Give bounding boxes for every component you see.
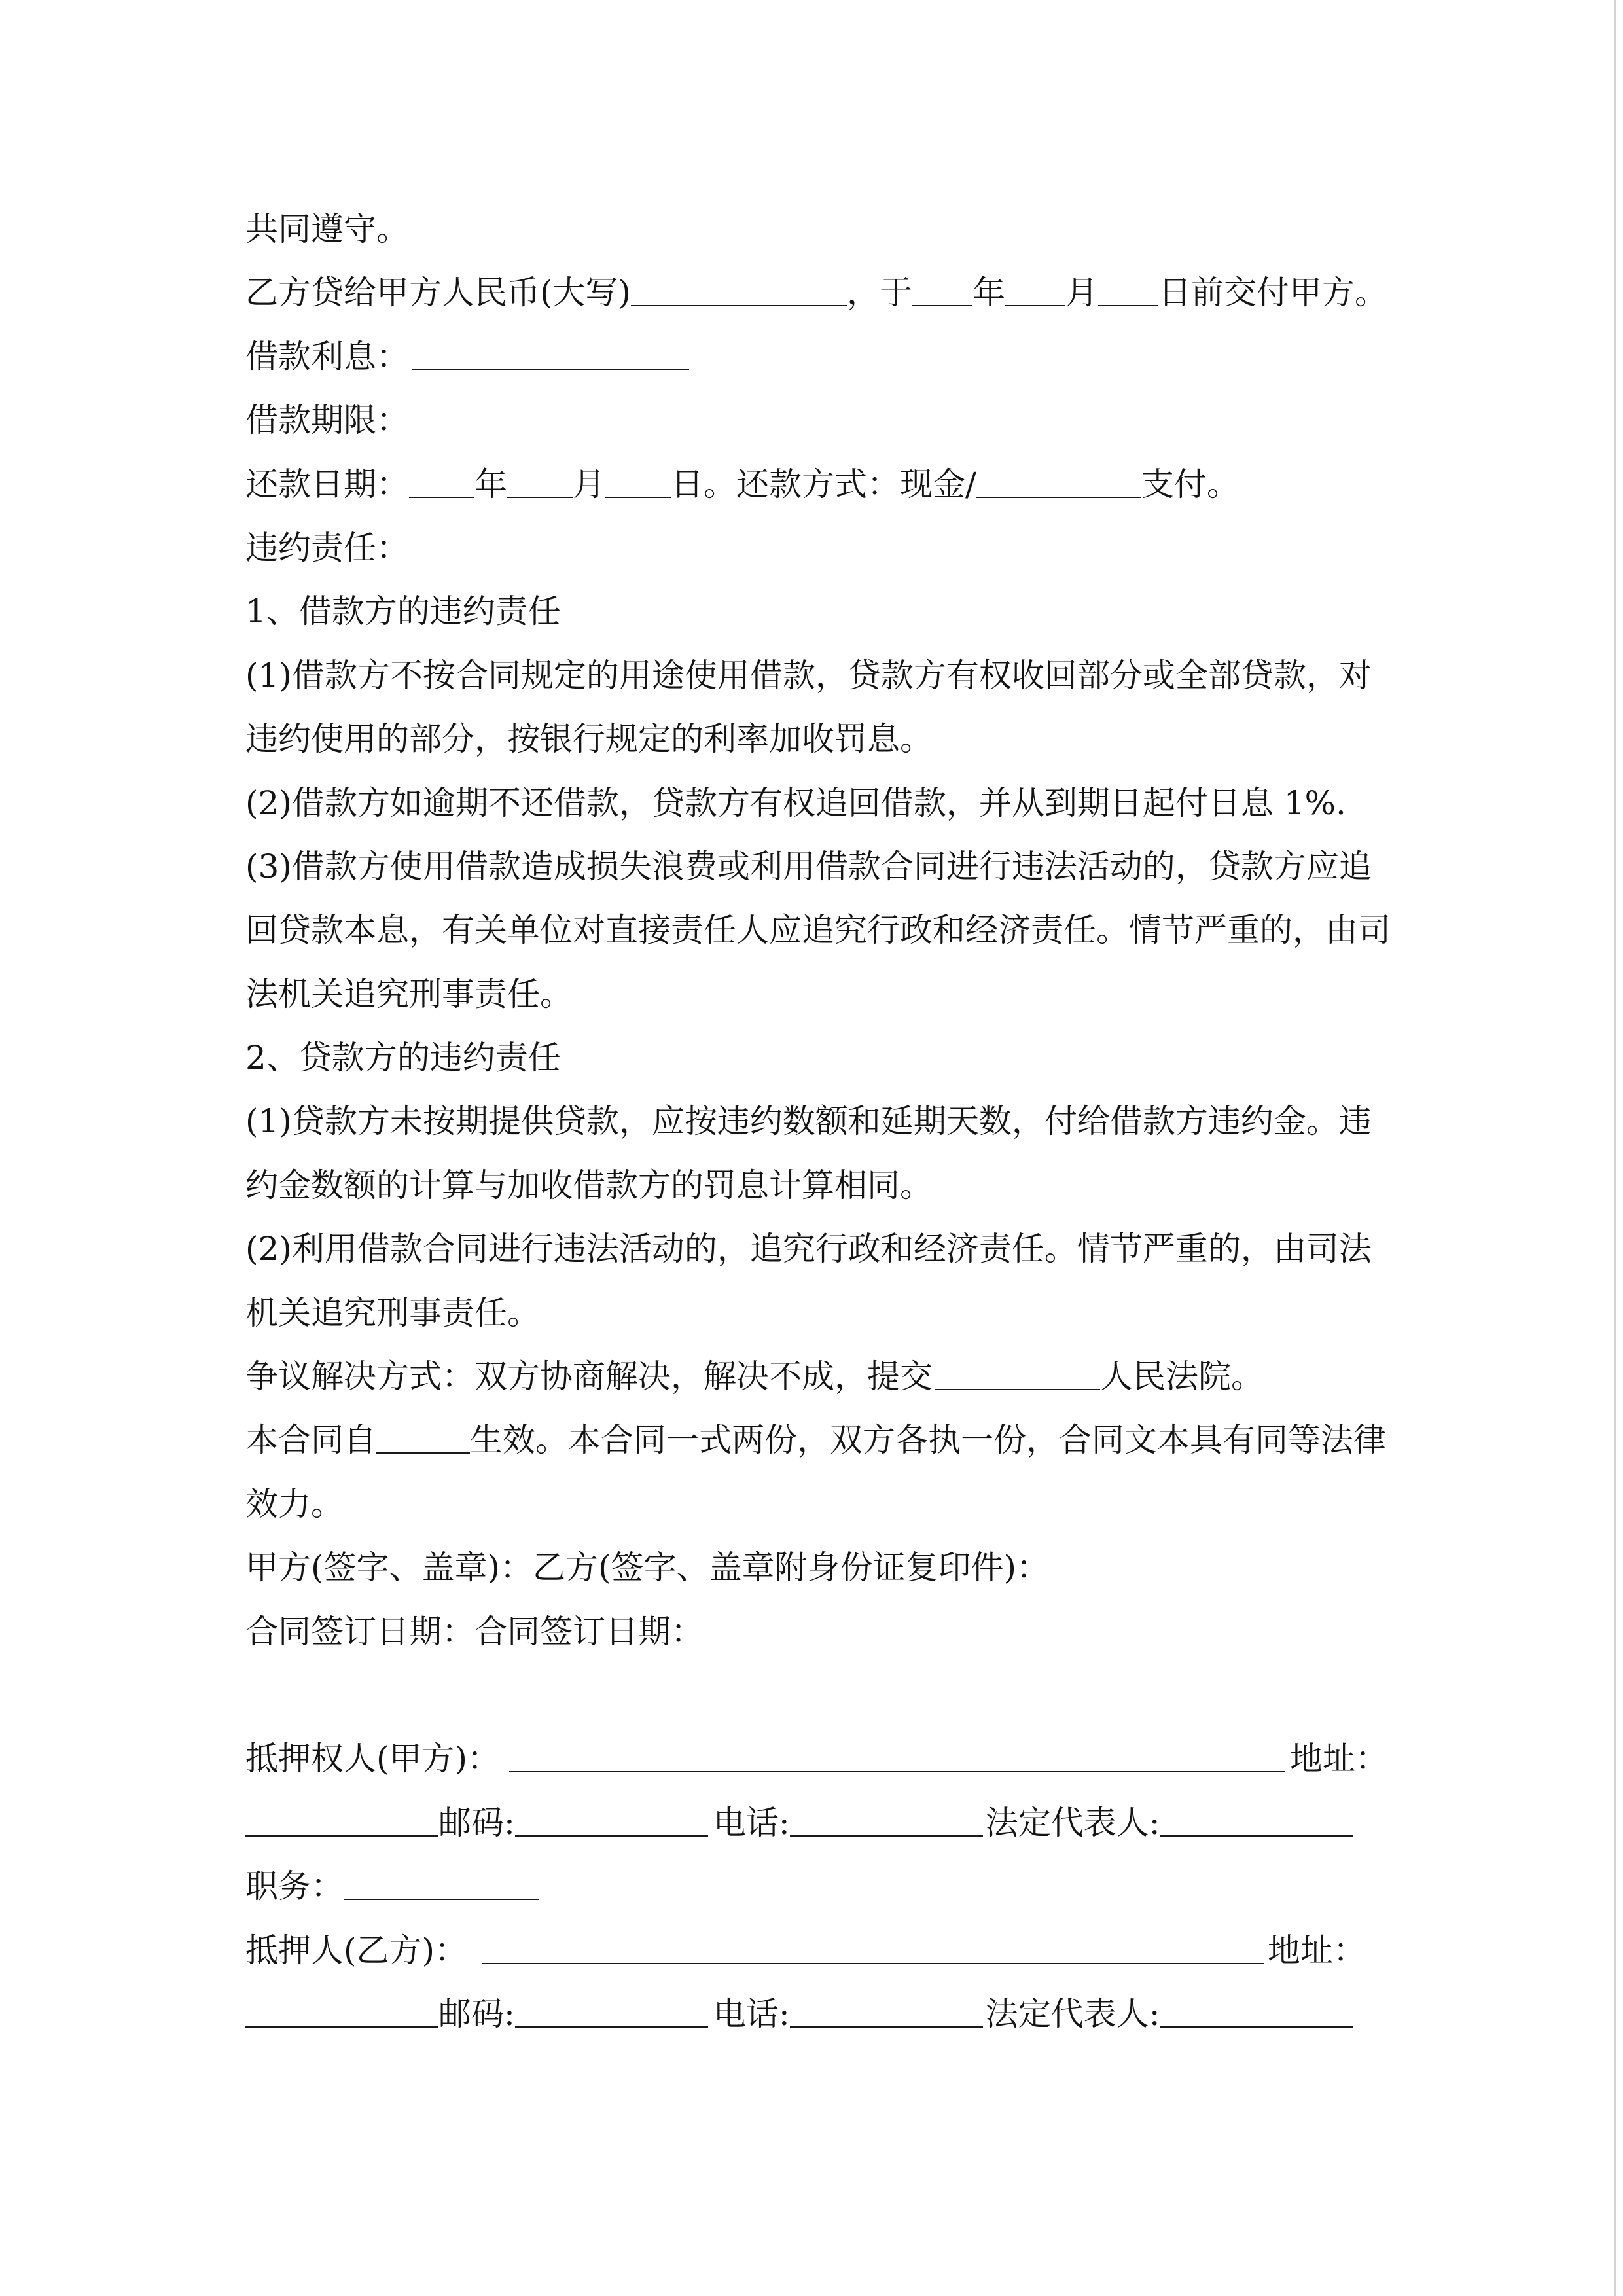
mortgagor-phone-blank — [790, 2000, 983, 2028]
mortgagor-line — [245, 1919, 1463, 1982]
mortgagee-phone-label: 电话: — [713, 1803, 790, 1842]
mortgagee-line — [245, 1727, 1463, 1791]
mortgagor-postcode-label: 邮码: — [438, 1994, 515, 2033]
mortgagee-name-blank — [509, 1745, 1285, 1772]
scan-edge-shadow — [1614, 0, 1616, 2296]
lender-clause-line — [245, 1217, 1463, 1281]
mortgagor-details-line — [245, 1982, 1463, 2046]
interest-line — [245, 325, 1463, 389]
signature-text: 甲方(签字、盖章)：乙方(签字、盖章附身份证复印件)： — [245, 1549, 1050, 1587]
term-label: 借款期限： — [245, 401, 409, 440]
loan-date-prefix: ，于 — [847, 274, 913, 312]
mortgagor-address-label: 地址： — [1268, 1931, 1366, 1969]
loan-year-blank — [912, 279, 972, 306]
loan-amount-label: 乙方贷给甲方人民币(大写) — [245, 274, 632, 312]
repayment-year-label: 年 — [474, 465, 507, 503]
breach-heading — [245, 516, 1463, 580]
mortgagee-position-line — [245, 1855, 1463, 1918]
mortgagee-label: 抵押权人(甲方)： — [245, 1740, 501, 1778]
effect-tail: 生效。本合同一式两份，双方各执一份，合同文本具有同等法律 — [470, 1421, 1386, 1460]
loan-amount-tail: 日前交付甲方。 — [1158, 274, 1388, 312]
mortgagor-phone-label: 电话: — [713, 1994, 790, 2033]
section-gap — [245, 1664, 1463, 1727]
paragraph-text: 违约使用的部分，按银行规定的利率加收罚息。 — [245, 720, 933, 759]
signing-date-text: 合同签订日期：合同签订日期： — [245, 1612, 704, 1651]
repayment-label: 还款日期： — [245, 465, 409, 503]
mortgagor-legal-rep-label: 法定代表人: — [985, 1994, 1160, 2033]
mortgagor-legal-rep-blank — [1160, 2000, 1353, 2028]
document-page — [245, 198, 1463, 2046]
mortgagee-address-blank — [245, 1809, 438, 1837]
mortgagee-address-label: 地址： — [1290, 1740, 1389, 1778]
lender-breach-heading-text: 2、贷款方的违约责任 — [245, 1039, 561, 1077]
effect-continued-text: 效力。 — [245, 1484, 344, 1523]
dispute-tail: 人民法院。 — [1100, 1357, 1264, 1396]
signature-line — [245, 1536, 1463, 1600]
borrower-breach-heading-text: 1、借款方的违约责任 — [245, 592, 561, 631]
mortgagor-address-blank — [245, 2000, 438, 2028]
mortgagee-phone-blank — [790, 1809, 983, 1837]
court-blank — [935, 1363, 1100, 1390]
repayment-method-label: 日。还款方式：现金/ — [671, 465, 976, 503]
effect-line-continued — [245, 1473, 1463, 1536]
paragraph-text: 回贷款本息，有关单位对直接责任人应追究行政和经济责任。情节严重的，由司 — [245, 911, 1391, 950]
paragraph-text: 约金数额的计算与加收借款方的罚息计算相同。 — [245, 1166, 933, 1204]
repayment-month-label: 月 — [573, 465, 605, 503]
repayment-tail: 支付。 — [1141, 465, 1240, 503]
paragraph-text: (2)利用借款合同进行违法活动的，追究行政和经济责任。情节严重的，由司法 — [245, 1230, 1372, 1268]
effect-label: 本合同自 — [245, 1421, 376, 1460]
intro-tail-text: 共同遵守。 — [245, 210, 409, 248]
borrower-clause-line — [245, 644, 1463, 708]
effective-date-blank — [376, 1426, 470, 1454]
mortgagor-label: 抵押人(乙方)： — [245, 1931, 468, 1969]
loan-month-label: 月 — [1065, 274, 1099, 312]
dispute-label: 争议解决方式：双方协商解决，解决不成，提交 — [245, 1357, 933, 1396]
lender-clause-line — [245, 1090, 1463, 1153]
mortgagee-position-blank — [344, 1873, 539, 1900]
mortgagee-position-label: 职务： — [245, 1867, 344, 1906]
lender-clause-line — [245, 1154, 1463, 1217]
borrower-clause-line — [245, 772, 1463, 835]
loan-year-label: 年 — [972, 274, 1006, 312]
loan-month-blank — [1005, 279, 1065, 306]
repayment-year-blank — [409, 471, 474, 498]
mortgagee-legal-rep-blank — [1160, 1809, 1353, 1837]
breach-heading-text: 违约责任： — [245, 528, 409, 567]
signing-date-line — [245, 1600, 1463, 1664]
borrower-clause-line — [245, 835, 1463, 899]
borrower-breach-heading — [245, 580, 1463, 643]
loan-day-blank — [1098, 279, 1158, 306]
borrower-clause-line — [245, 963, 1463, 1026]
repayment-line — [245, 453, 1463, 516]
paragraph-text: (1)借款方不按合同规定的用途使用借款，贷款方有权收回部分或全部贷款，对 — [245, 656, 1372, 694]
paragraph-text: (3)借款方使用借款造成损失浪费或利用借款合同进行违法活动的，贷款方应追 — [245, 847, 1372, 886]
mortgagee-postcode-blank — [515, 1809, 708, 1837]
borrower-clause-line — [245, 899, 1463, 962]
paragraph-text: 法机关追究刑事责任。 — [245, 975, 573, 1013]
mortgagee-postcode-label: 邮码: — [438, 1803, 515, 1842]
repayment-month-blank — [507, 471, 573, 498]
mortgagee-details-line — [245, 1791, 1463, 1855]
interest-blank — [412, 343, 689, 370]
borrower-clause-line — [245, 708, 1463, 771]
lender-breach-heading — [245, 1026, 1463, 1090]
intro-tail-line — [245, 198, 1463, 261]
mortgagor-postcode-blank — [515, 2000, 708, 2028]
dispute-line — [245, 1345, 1463, 1408]
interest-label: 借款利息： — [245, 337, 409, 376]
effect-line — [245, 1408, 1463, 1472]
term-line — [245, 389, 1463, 452]
amount-in-words-blank — [631, 279, 847, 306]
paragraph-text: (2)借款方如逾期不还借款，贷款方有权追回借款，并从到期日起付日息 1%. — [245, 783, 1346, 822]
repayment-method-blank — [976, 471, 1141, 498]
paragraph-text: 机关追究刑事责任。 — [245, 1293, 540, 1332]
repayment-day-blank — [605, 471, 671, 498]
mortgagee-legal-rep-label: 法定代表人: — [985, 1803, 1160, 1842]
mortgagor-name-blank — [482, 1937, 1264, 1964]
loan-amount-line — [245, 261, 1463, 325]
paragraph-text: (1)贷款方未按期提供贷款，应按违约数额和延期天数，付给借款方违约金。违 — [245, 1102, 1372, 1141]
lender-clause-line — [245, 1282, 1463, 1345]
